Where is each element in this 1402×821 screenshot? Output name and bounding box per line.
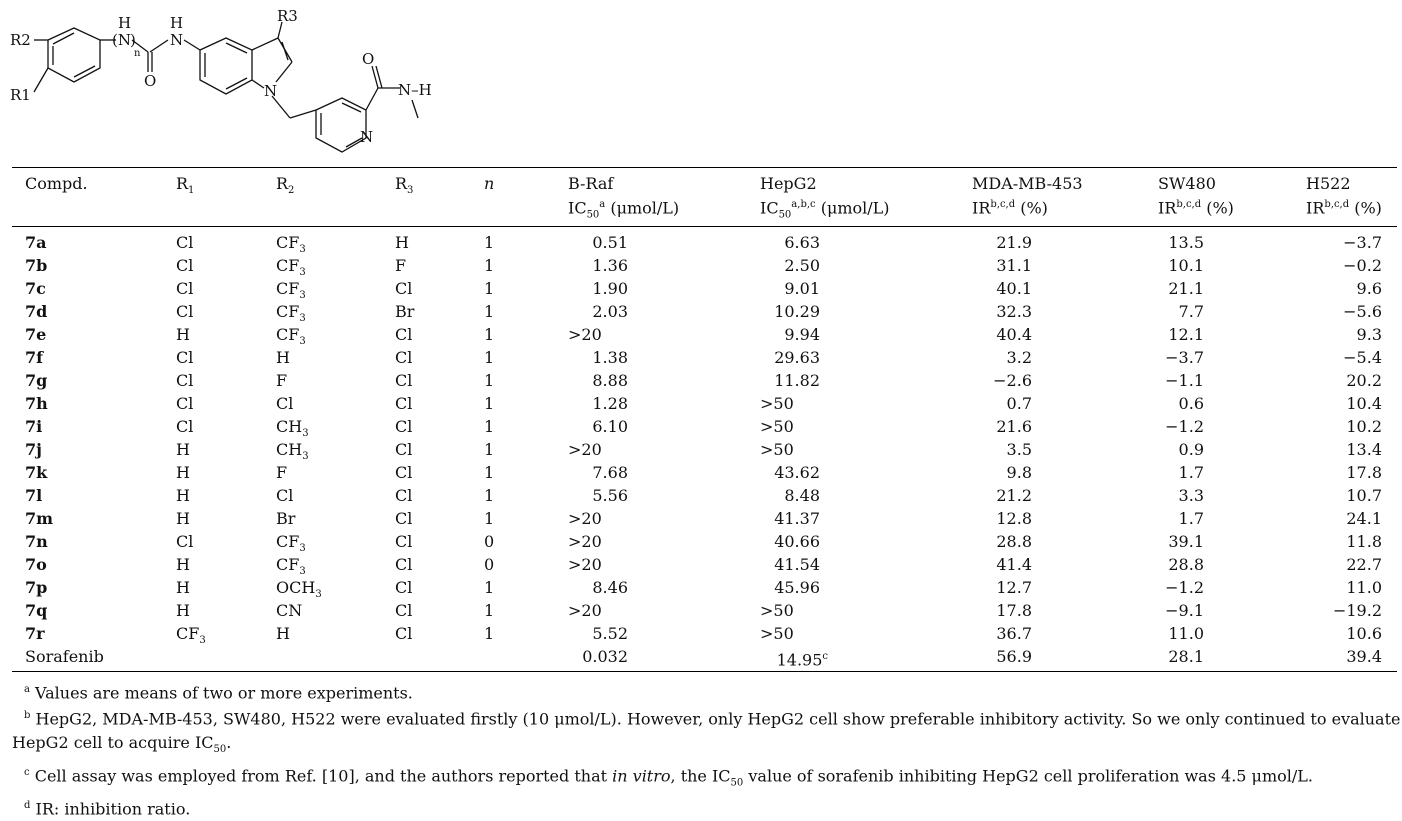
cell-sw480-ir: 21.1 — [1168, 279, 1204, 298]
cell-r2: $CF_3$ — [276, 302, 306, 325]
cell-braf-ic50: 1.90 — [592, 279, 628, 298]
cell-r1: Cl — [176, 302, 194, 321]
cell-n: 1 — [484, 509, 495, 528]
cell-r1: H — [176, 325, 190, 344]
table-row — [0, 461, 1402, 484]
cell-compd: 7c — [25, 279, 46, 298]
cell-n: 1 — [484, 302, 495, 321]
cell-hepg2-ic50: 41.54 — [774, 555, 820, 574]
table-row — [0, 645, 1402, 668]
cell-n: 1 — [484, 578, 495, 597]
cell-mda-ir: −2.6 — [993, 371, 1032, 390]
cell-braf-ic50: >20 — [568, 509, 602, 528]
cell-compd: Sorafenib — [25, 647, 104, 666]
cell-sw480-ir: −1.2 — [1165, 417, 1204, 436]
cell-hepg2-ic50: 11.82 — [774, 371, 820, 390]
cell-braf-ic50: >20 — [568, 555, 602, 574]
cell-braf-ic50: >20 — [568, 325, 602, 344]
cell-n: 1 — [484, 325, 495, 344]
table-row — [0, 553, 1402, 576]
cell-mda-ir: 3.2 — [1006, 348, 1032, 367]
table-row — [0, 346, 1402, 369]
cell-mda-ir: 12.7 — [996, 578, 1032, 597]
cell-sw480-ir: 28.8 — [1168, 555, 1204, 574]
cell-n: 1 — [484, 486, 495, 505]
table-bottom-rule — [12, 671, 1397, 672]
cell-sw480-ir: 0.6 — [1178, 394, 1204, 413]
table-row — [0, 254, 1402, 277]
cell-hepg2-ic50: 14.95$^c$ — [776, 650, 828, 670]
cell-r2: H — [276, 624, 290, 643]
cell-compd: 7l — [25, 486, 43, 505]
cell-r3: F — [395, 256, 407, 275]
cell-mda-ir: 28.8 — [996, 532, 1032, 551]
cell-r1: Cl — [176, 279, 194, 298]
table-header-rule — [12, 226, 1397, 227]
cell-r1: Cl — [176, 532, 194, 551]
header-hepg2: HepG2 $IC_{50}^{a,b,c}$ (μmol/L) — [760, 174, 890, 221]
header-r3: $R_3$ — [395, 174, 414, 197]
cell-mda-ir: 40.1 — [996, 279, 1032, 298]
cell-hepg2-ic50: 10.29 — [774, 302, 820, 321]
cell-hepg2-ic50: 9.01 — [784, 279, 820, 298]
cell-r2: $CF_3$ — [276, 279, 306, 302]
cell-hepg2-ic50: 40.66 — [774, 532, 820, 551]
cell-r1: Cl — [176, 233, 194, 252]
cell-braf-ic50: 0.51 — [592, 233, 628, 252]
table-row — [0, 438, 1402, 461]
cell-braf-ic50: 5.52 — [592, 624, 628, 643]
cell-compd: 7b — [25, 256, 48, 275]
cell-n: 1 — [484, 279, 495, 298]
table-row — [0, 415, 1402, 438]
cell-braf-ic50: >20 — [568, 532, 602, 551]
cell-mda-ir: 21.6 — [996, 417, 1032, 436]
cell-h522-ir: 10.7 — [1346, 486, 1382, 505]
cell-braf-ic50: 0.032 — [582, 647, 628, 666]
cell-r1: Cl — [176, 394, 194, 413]
cell-sw480-ir: 28.1 — [1168, 647, 1204, 666]
cell-r3: Cl — [395, 509, 413, 528]
chemical-structure-diagram — [0, 0, 460, 162]
cell-r2: $CF_3$ — [276, 233, 306, 256]
cell-braf-ic50: 8.88 — [592, 371, 628, 390]
table-body — [0, 231, 1402, 668]
cell-compd: 7r — [25, 624, 45, 643]
cell-r2: CN — [276, 601, 303, 620]
table-footnotes — [12, 678, 1402, 821]
cell-n: 1 — [484, 233, 495, 252]
cell-mda-ir: 36.7 — [996, 624, 1032, 643]
cell-n: 1 — [484, 601, 495, 620]
cell-r3: Cl — [395, 394, 413, 413]
cell-h522-ir: −19.2 — [1332, 601, 1382, 620]
cell-mda-ir: 0.7 — [1006, 394, 1032, 413]
footnote-a: $^a$ Values are means of two or more experiments. — [24, 683, 413, 703]
cell-n: 1 — [484, 256, 495, 275]
cell-compd: 7o — [25, 555, 47, 574]
table-row — [0, 392, 1402, 415]
r1-label: R1 — [10, 86, 31, 104]
indole-n-label: N — [264, 82, 278, 100]
cell-hepg2-ic50: 6.63 — [784, 233, 820, 252]
cell-braf-ic50: 1.38 — [592, 348, 628, 367]
cell-r2: $CH_3$ — [276, 417, 309, 440]
cell-mda-ir: 12.8 — [996, 509, 1032, 528]
nh-h-label: H — [170, 14, 184, 32]
cell-hepg2-ic50: 2.50 — [784, 256, 820, 275]
cell-r3: Cl — [395, 440, 413, 459]
nh-n-label: N — [170, 31, 184, 49]
cell-braf-ic50: >20 — [568, 601, 602, 620]
cell-n: 1 — [484, 394, 495, 413]
cell-r1: H — [176, 578, 190, 597]
cell-r3: Cl — [395, 279, 413, 298]
cell-h522-ir: 39.4 — [1346, 647, 1382, 666]
cell-sw480-ir: −1.1 — [1165, 371, 1204, 390]
table-row — [0, 599, 1402, 622]
cell-hepg2-ic50: 41.37 — [774, 509, 820, 528]
table-row — [0, 530, 1402, 553]
cell-h522-ir: 10.6 — [1346, 624, 1382, 643]
table-row — [0, 300, 1402, 323]
amide-o-label: O — [362, 50, 375, 68]
cell-mda-ir: 56.9 — [996, 647, 1032, 666]
cell-h522-ir: 9.6 — [1356, 279, 1382, 298]
cell-r3: Cl — [395, 486, 413, 505]
cell-r2: Br — [276, 509, 296, 528]
table-row — [0, 507, 1402, 530]
cell-hepg2-ic50: 8.48 — [784, 486, 820, 505]
table-row — [0, 576, 1402, 599]
cell-mda-ir: 32.3 — [996, 302, 1032, 321]
amide-nh-label: N–H — [398, 81, 432, 99]
cell-compd: 7j — [25, 440, 42, 459]
cell-sw480-ir: 39.1 — [1168, 532, 1204, 551]
cell-hepg2-ic50: >50 — [760, 601, 794, 620]
table-row — [0, 231, 1402, 254]
cell-braf-ic50: 1.28 — [592, 394, 628, 413]
cell-r3: Cl — [395, 325, 413, 344]
cell-compd: 7i — [25, 417, 43, 436]
cell-hepg2-ic50: >50 — [760, 394, 794, 413]
cell-sw480-ir: −1.2 — [1165, 578, 1204, 597]
cell-braf-ic50: 8.46 — [592, 578, 628, 597]
cell-h522-ir: 10.4 — [1346, 394, 1382, 413]
cell-hepg2-ic50: >50 — [760, 624, 794, 643]
cell-braf-ic50: 7.68 — [592, 463, 628, 482]
cell-sw480-ir: 7.7 — [1178, 302, 1204, 321]
table-header — [0, 173, 1402, 223]
cell-hepg2-ic50: 9.94 — [784, 325, 820, 344]
cell-r2: $OCH_3$ — [276, 578, 322, 601]
cell-sw480-ir: −9.1 — [1165, 601, 1204, 620]
cell-sw480-ir: 11.0 — [1168, 624, 1204, 643]
cell-r3: H — [395, 233, 409, 252]
pyridine-n-label: N — [360, 128, 374, 146]
cell-r1: Cl — [176, 417, 194, 436]
cell-r1: H — [176, 509, 190, 528]
cell-n: 0 — [484, 532, 495, 551]
header-mda: MDA-MB-453 IR$^{b,c,d}$ (%) — [972, 174, 1083, 218]
cell-r3: Cl — [395, 578, 413, 597]
cell-r1: H — [176, 486, 190, 505]
cell-r2: F — [276, 371, 288, 390]
header-compd: Compd. — [25, 174, 88, 193]
cell-h522-ir: 10.2 — [1346, 417, 1382, 436]
cell-braf-ic50: >20 — [568, 440, 602, 459]
cell-hepg2-ic50: >50 — [760, 440, 794, 459]
table-row — [0, 323, 1402, 346]
cell-hepg2-ic50: 29.63 — [774, 348, 820, 367]
cell-r3: Cl — [395, 532, 413, 551]
nh-paren-label: (N — [112, 31, 131, 49]
footnote-b: $^b$ HepG2, MDA-MB-453, SW480, H522 were evaluated firstly (10 μmol/L). However, only HepG2 cell show preferable inhibitory activity. So we only continued to evaluate HepG2 cell to acquire $IC_{50}$. — [12, 709, 1401, 755]
cell-r2: F — [276, 463, 288, 482]
cell-n: 0 — [484, 555, 495, 574]
cell-h522-ir: −5.6 — [1343, 302, 1382, 321]
header-braf: B-Raf $IC_{50}^a$ (μmol/L) — [568, 174, 680, 221]
cell-r1: $CF_3$ — [176, 624, 206, 647]
carbonyl-o-label: O — [144, 72, 157, 90]
cell-n: 1 — [484, 417, 495, 436]
cell-r2: $CH_3$ — [276, 440, 309, 463]
cell-h522-ir: −0.2 — [1343, 256, 1382, 275]
cell-r3: Br — [395, 302, 415, 321]
header-sw480: SW480 IR$^{b,c,d}$ (%) — [1158, 174, 1234, 218]
cell-mda-ir: 31.1 — [996, 256, 1032, 275]
cell-mda-ir: 21.2 — [996, 486, 1032, 505]
cell-r2: $CF_3$ — [276, 325, 306, 348]
cell-r1: H — [176, 555, 190, 574]
cell-r2: H — [276, 348, 290, 367]
cell-r3: Cl — [395, 417, 413, 436]
cell-h522-ir: −5.4 — [1343, 348, 1382, 367]
cell-sw480-ir: 0.9 — [1178, 440, 1204, 459]
cell-sw480-ir: 1.7 — [1178, 463, 1204, 482]
cell-h522-ir: −3.7 — [1343, 233, 1382, 252]
cell-h522-ir: 13.4 — [1346, 440, 1382, 459]
cell-compd: 7m — [25, 509, 54, 528]
cell-hepg2-ic50: 43.62 — [774, 463, 820, 482]
cell-h522-ir: 9.3 — [1356, 325, 1382, 344]
cell-mda-ir: 9.8 — [1006, 463, 1032, 482]
cell-h522-ir: 11.0 — [1346, 578, 1382, 597]
cell-r3: Cl — [395, 463, 413, 482]
cell-braf-ic50: 6.10 — [592, 417, 628, 436]
cell-compd: 7n — [25, 532, 48, 551]
h-top-label: H — [118, 14, 132, 32]
cell-compd: 7f — [25, 348, 44, 367]
cell-mda-ir: 41.4 — [996, 555, 1032, 574]
cell-r3: Cl — [395, 601, 413, 620]
cell-r2: Cl — [276, 394, 294, 413]
cell-mda-ir: 40.4 — [996, 325, 1032, 344]
cell-compd: 7k — [25, 463, 48, 482]
cell-n: 1 — [484, 371, 495, 390]
cell-compd: 7p — [25, 578, 48, 597]
cell-sw480-ir: 12.1 — [1168, 325, 1204, 344]
cell-sw480-ir: −3.7 — [1165, 348, 1204, 367]
cell-n: 1 — [484, 348, 495, 367]
cell-r1: Cl — [176, 256, 194, 275]
cell-r2: $CF_3$ — [276, 532, 306, 555]
cell-r1: H — [176, 463, 190, 482]
cell-braf-ic50: 5.56 — [592, 486, 628, 505]
cell-r2: Cl — [276, 486, 294, 505]
cell-hepg2-ic50: 45.96 — [774, 578, 820, 597]
cell-r1: H — [176, 440, 190, 459]
cell-r2: $CF_3$ — [276, 555, 306, 578]
cell-r2: $CF_3$ — [276, 256, 306, 279]
n-sub-label: n — [134, 48, 141, 59]
cell-braf-ic50: 1.36 — [592, 256, 628, 275]
cell-mda-ir: 21.9 — [996, 233, 1032, 252]
cell-h522-ir: 11.8 — [1346, 532, 1382, 551]
cell-braf-ic50: 2.03 — [592, 302, 628, 321]
cell-sw480-ir: 1.7 — [1178, 509, 1204, 528]
cell-r3: Cl — [395, 371, 413, 390]
header-r1: $R_1$ — [176, 174, 195, 197]
cell-n: 1 — [484, 624, 495, 643]
cell-h522-ir: 22.7 — [1346, 555, 1382, 574]
r2-label: R2 — [10, 31, 31, 49]
cell-mda-ir: 17.8 — [996, 601, 1032, 620]
cell-r3: Cl — [395, 348, 413, 367]
cell-h522-ir: 24.1 — [1346, 509, 1382, 528]
table-row — [0, 622, 1402, 645]
cell-h522-ir: 17.8 — [1346, 463, 1382, 482]
cell-r3: Cl — [395, 555, 413, 574]
cell-r3: Cl — [395, 624, 413, 643]
cell-compd: 7h — [25, 394, 48, 413]
table-row — [0, 277, 1402, 300]
cell-compd: 7d — [25, 302, 48, 321]
footnote-c: $^c$ Cell assay was employed from Ref. [10], and the authors reported that in vitro, the $IC_{50}$ value of sorafenib inhibiting HepG2 cell proliferation was 4.5 μmol/L. — [24, 766, 1313, 789]
header-n: n — [484, 174, 495, 193]
footnote-d: $^d$ IR: inhibition ratio. — [24, 799, 191, 819]
cell-sw480-ir: 3.3 — [1178, 486, 1204, 505]
cell-compd: 7a — [25, 233, 47, 252]
cell-sw480-ir: 13.5 — [1168, 233, 1204, 252]
table-row — [0, 484, 1402, 507]
cell-h522-ir: 20.2 — [1346, 371, 1382, 390]
cell-n: 1 — [484, 463, 495, 482]
r3-label: R3 — [277, 7, 298, 25]
paren-close-label: ) — [130, 31, 136, 49]
cell-r1: Cl — [176, 371, 194, 390]
cell-mda-ir: 3.5 — [1006, 440, 1032, 459]
cell-r1: Cl — [176, 348, 194, 367]
cell-compd: 7q — [25, 601, 48, 620]
table-top-rule — [12, 167, 1397, 168]
cell-compd: 7e — [25, 325, 47, 344]
cell-n: 1 — [484, 440, 495, 459]
cell-hepg2-ic50: >50 — [760, 417, 794, 436]
header-h522: H522 IR$^{b,c,d}$ (%) — [1306, 174, 1382, 218]
cell-r1: H — [176, 601, 190, 620]
cell-sw480-ir: 10.1 — [1168, 256, 1204, 275]
header-r2: $R_2$ — [276, 174, 295, 197]
cell-compd: 7g — [25, 371, 48, 390]
table-row — [0, 369, 1402, 392]
